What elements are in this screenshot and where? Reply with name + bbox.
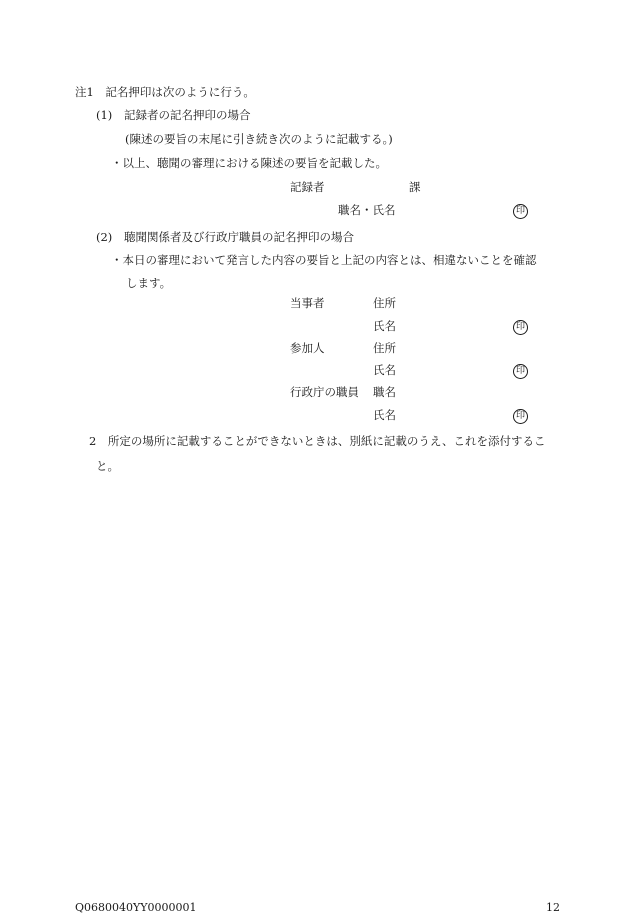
item2-bullet-line1: ・本日の審理において発言した内容の要旨と上記の内容とは、相違ないことを確認 xyxy=(111,253,537,267)
official-position-label: 職名 xyxy=(373,385,396,399)
item2-number: (2) xyxy=(96,230,113,244)
note2-line2: と。 xyxy=(96,459,119,473)
participant-address-label: 住所 xyxy=(373,341,396,355)
official-name-label: 氏名 xyxy=(373,408,396,422)
note2-line1: 2 所定の場所に記載することができないときは、別紙に記載のうえ、これを添付するこ xyxy=(89,434,546,448)
section-label: 課 xyxy=(409,180,421,194)
party-label: 当事者 xyxy=(290,296,325,310)
seal-official: 印 xyxy=(513,409,528,424)
item1-title: 記録者の記名押印の場合 xyxy=(124,108,251,122)
item1-number: (1) xyxy=(96,108,113,122)
item1-parenthetical: (陳述の要旨の末尾に引き続き次のように記載する。) xyxy=(125,132,393,146)
seal-participant: 印 xyxy=(513,364,528,379)
item2-bullet-line2: します。 xyxy=(126,276,172,290)
footer-doc-id: Q0680040YY0000001 xyxy=(75,901,197,914)
seal-recorder: 印 xyxy=(513,204,528,219)
note1-heading: 注1 記名押印は次のように行う。 xyxy=(75,85,255,99)
party-name-label: 氏名 xyxy=(373,319,396,333)
participant-name-label: 氏名 xyxy=(373,363,396,377)
recorder-label: 記録者 xyxy=(290,180,325,194)
position-name-label: 職名・氏名 xyxy=(338,203,396,217)
official-label: 行政庁の職員 xyxy=(290,385,359,399)
footer-page-number: 12 xyxy=(546,901,560,914)
item1-bullet: ・以上、聴聞の審理における陳述の要旨を記載した。 xyxy=(111,156,387,170)
party-address-label: 住所 xyxy=(373,296,396,310)
item2-title: 聴聞関係者及び行政庁職員の記名押印の場合 xyxy=(124,230,354,244)
seal-party: 印 xyxy=(513,320,528,335)
participant-label: 参加人 xyxy=(290,341,325,355)
